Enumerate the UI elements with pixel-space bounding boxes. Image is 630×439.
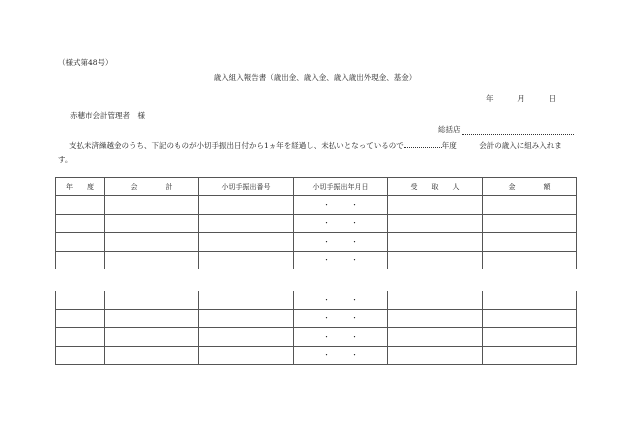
cell-amount[interactable] (483, 309, 577, 328)
report-table-top (55, 177, 577, 269)
cell-amount[interactable] (483, 346, 577, 365)
cell-check-date[interactable] (294, 233, 388, 252)
body-text-after: 年度 会計の歳入に組み入れます。 (58, 141, 562, 164)
cell-fiscal-year[interactable] (56, 251, 105, 269)
date-separator-dots: ・ ・ (323, 219, 358, 228)
cell-check-date[interactable] (294, 309, 388, 328)
cell-payee[interactable] (388, 214, 483, 233)
fiscal-year-blank[interactable] (404, 140, 442, 148)
cell-account[interactable] (105, 196, 199, 215)
cell-check-date[interactable] (294, 251, 388, 269)
cell-payee[interactable] (388, 196, 483, 215)
cell-check-date[interactable] (294, 291, 388, 309)
column-header-check-number: 小切手振出番号 (199, 178, 294, 196)
cell-amount[interactable] (483, 196, 577, 215)
cell-amount[interactable] (483, 291, 577, 309)
cell-amount[interactable] (483, 328, 577, 347)
cell-payee[interactable] (388, 291, 483, 309)
cell-account[interactable] (105, 214, 199, 233)
date-separator-dots: ・ ・ (323, 200, 358, 209)
cell-fiscal-year[interactable] (56, 196, 105, 215)
addressee: 赤穂市会計管理者 様 (70, 111, 145, 120)
table-row (56, 233, 577, 252)
cell-check-number[interactable] (199, 291, 294, 309)
page-break-gap (0, 271, 630, 291)
cell-payee[interactable] (388, 309, 483, 328)
cell-fiscal-year[interactable] (56, 309, 105, 328)
form-number: （様式第48号） (58, 58, 113, 67)
cell-amount[interactable] (483, 214, 577, 233)
table-row (56, 346, 577, 365)
cell-check-date[interactable] (294, 328, 388, 347)
cell-check-number[interactable] (199, 328, 294, 347)
cell-amount[interactable] (483, 233, 577, 252)
date-separator-dots: ・ ・ (323, 256, 358, 265)
branch-label: 総括店 (438, 125, 461, 134)
cell-fiscal-year[interactable] (56, 328, 105, 347)
cell-check-number[interactable] (199, 196, 294, 215)
cell-check-number[interactable] (199, 251, 294, 269)
table-row (56, 196, 577, 215)
table-header-row (56, 178, 577, 196)
cell-payee[interactable] (388, 328, 483, 347)
cell-payee[interactable] (388, 251, 483, 269)
branch-field (438, 124, 574, 135)
cell-check-number[interactable] (199, 214, 294, 233)
cell-check-date[interactable] (294, 214, 388, 233)
cell-account[interactable] (105, 251, 199, 269)
column-header-amount: 金 額 (483, 178, 577, 196)
date-day-label: 日 (548, 94, 557, 103)
table-row (56, 291, 577, 309)
date-separator-dots: ・ ・ (323, 332, 358, 341)
cell-account[interactable] (105, 346, 199, 365)
column-header-check-date: 小切手振出年月日 (294, 178, 388, 196)
column-header-fiscal-year: 年 度 (56, 178, 105, 196)
table-body-top (56, 196, 577, 270)
body-paragraph (58, 139, 576, 167)
cell-account[interactable] (105, 309, 199, 328)
cell-check-number[interactable] (199, 346, 294, 365)
report-table-bottom (55, 291, 577, 365)
table-row (56, 328, 577, 347)
date-separator-dots: ・ ・ (323, 295, 358, 304)
cell-fiscal-year[interactable] (56, 233, 105, 252)
date-month-label: 月 (517, 94, 525, 103)
branch-blank-line[interactable] (462, 126, 574, 135)
cell-fiscal-year[interactable] (56, 346, 105, 365)
date-separator-dots: ・ ・ (323, 314, 358, 323)
cell-check-date[interactable] (294, 346, 388, 365)
column-header-account: 会 計 (105, 178, 199, 196)
table-body-bottom (56, 291, 577, 365)
document-title: 歳入組入報告書（歳出金、歳入金、歳入歳出外現金、基金） (213, 73, 417, 82)
cell-check-number[interactable] (199, 233, 294, 252)
cell-check-number[interactable] (199, 309, 294, 328)
date-separator-dots: ・ ・ (323, 237, 358, 246)
cell-payee[interactable] (388, 233, 483, 252)
column-header-payee: 受 取 人 (388, 178, 483, 196)
cell-check-date[interactable] (294, 196, 388, 215)
date-separator-dots: ・ ・ (323, 351, 358, 360)
date-year-label: 年 (486, 94, 494, 103)
cell-amount[interactable] (483, 251, 577, 269)
table-row (56, 309, 577, 328)
cell-payee[interactable] (388, 346, 483, 365)
cell-account[interactable] (105, 328, 199, 347)
date-line (486, 93, 556, 104)
cell-fiscal-year[interactable] (56, 291, 105, 309)
cell-account[interactable] (105, 233, 199, 252)
table-row (56, 214, 577, 233)
table-row (56, 251, 577, 269)
body-text-before: 支払未済繰越金のうち、下記のものが小切手振出日付から1ヵ年を経過し、未払いとなっているので (69, 141, 404, 150)
cell-fiscal-year[interactable] (56, 214, 105, 233)
cell-account[interactable] (105, 291, 199, 309)
